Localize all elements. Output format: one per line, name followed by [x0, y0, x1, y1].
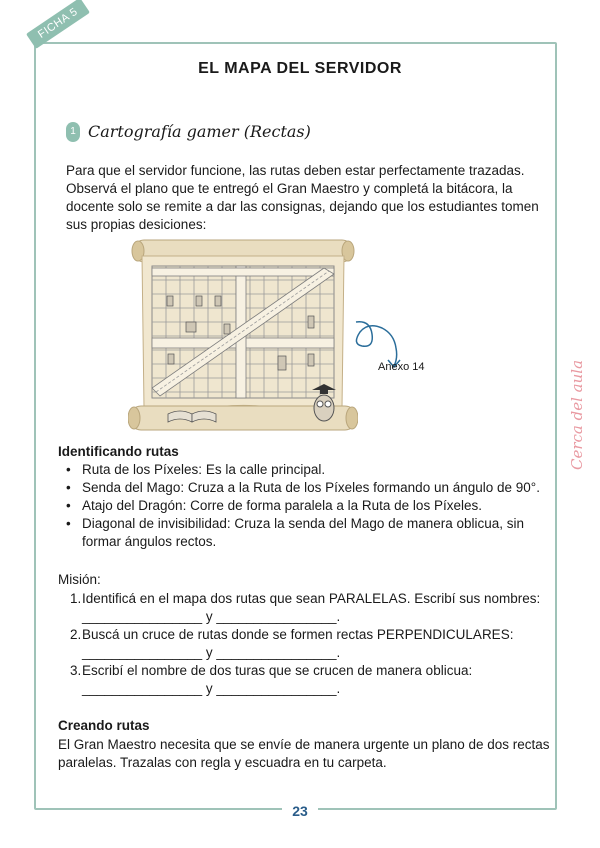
task-item	[70, 590, 550, 626]
routes-list	[58, 461, 548, 551]
task-number: 1.	[70, 591, 82, 606]
task-text: Buscá un cruce de rutas donde se formen rectas PERPENDICULARES: ________________ y ________________.	[82, 627, 514, 660]
task-text: Identificá en el mapa dos rutas que sean PARALELAS. Escribí sus nombres: ________________ y ________________.	[82, 591, 541, 624]
list-item: • Senda del Mago: Cruza a la Ruta de los Píxeles formando un ángulo de 90°.	[58, 479, 548, 497]
page-title: EL MAPA DEL SERVIDOR	[198, 60, 402, 77]
city-map-illustration	[128, 238, 358, 438]
section-title: Cartografía gamer (Rectas)	[88, 122, 311, 141]
identificando-heading: Identificando rutas	[58, 444, 179, 459]
task-number: 3.	[70, 663, 82, 678]
list-item: • Ruta de los Píxeles: Es la calle principal.	[58, 461, 548, 479]
creando-heading: Creando rutas	[58, 718, 150, 733]
list-item: • Atajo del Dragón: Corre de forma paralela a la Ruta de los Píxeles.	[58, 497, 548, 515]
section-number-badge: 1	[66, 122, 80, 142]
mision-label: Misión:	[58, 572, 101, 587]
side-brand-text: Cerca del aula	[568, 359, 586, 470]
task-text: Escribí el nombre de dos turas que se crucen de manera oblicua: ________________ y ________________.	[82, 663, 473, 696]
list-item: • Diagonal de invisibilidad: Cruza la senda del Mago de manera oblicua, sin formar ángulos rectos.	[58, 515, 548, 551]
worksheet-tag: FICHA 5	[26, 0, 90, 49]
task-item	[70, 662, 550, 698]
page-number: 23	[292, 803, 308, 819]
mission-tasks	[70, 590, 550, 698]
task-item	[70, 626, 550, 662]
intro-paragraph: Para que el servidor funcione, las rutas deben estar perfectamente trazadas. Observá el plano que te entregó el Gran Maestro y completá la bitácora, la docente solo se remite a dar las consignas, dejando que los estudiantes tomen sus propias desiciones:	[66, 163, 539, 232]
creando-paragraph: El Gran Maestro necesita que se envíe de manera urgente un plano de dos rectas paralelas. Trazalas con regla y escuadra en tu carpeta.	[58, 737, 550, 770]
task-number: 2.	[70, 627, 82, 642]
annex-label: Anexo 14	[378, 361, 425, 373]
